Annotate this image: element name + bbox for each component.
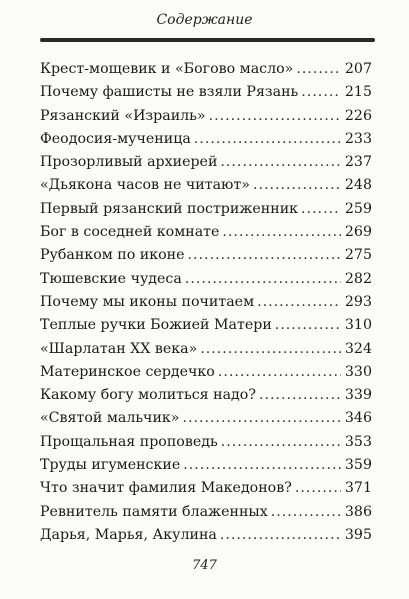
toc-entry (40, 314, 372, 337)
toc-leader-dots (301, 198, 341, 221)
toc-leader-dots (185, 268, 341, 291)
toc-entry-page: 215 (344, 84, 372, 101)
toc-entry-page: 248 (344, 177, 372, 194)
toc-leader-dots (220, 524, 341, 547)
toc-entry-page: 353 (344, 433, 372, 450)
toc-entry-title: Первый рязанский постриженник (40, 200, 299, 217)
toc-leader-dots (188, 244, 341, 267)
toc-leader-dots (221, 431, 341, 454)
toc-entry (40, 291, 372, 314)
toc-leader-dots (271, 501, 341, 524)
toc-entry (40, 477, 372, 500)
toc-entry (40, 524, 372, 547)
toc-entry-page: 237 (344, 154, 372, 171)
toc-leader-dots (259, 384, 341, 407)
toc-entry-page: 226 (344, 107, 372, 124)
toc-entry-title: Феодосия-мученица (40, 130, 191, 147)
toc-entry-page: 386 (344, 503, 372, 520)
toc-entry-page: 282 (344, 270, 372, 287)
toc-leader-dots (222, 221, 341, 244)
toc-entry-title: Труды игуменские (40, 457, 181, 474)
toc-leader-dots (296, 58, 341, 81)
toc-entry-title: Что значит фамилия Македонов? (40, 480, 292, 497)
toc-leader-dots (275, 314, 341, 337)
header-rule (40, 38, 375, 42)
toc-leader-dots (295, 477, 341, 500)
toc-entry (40, 198, 372, 221)
toc-entry (40, 81, 372, 104)
toc-entry-title: Почему мы иконы почитаем (40, 293, 255, 310)
toc-entry-page: 346 (344, 410, 372, 427)
toc-leader-dots (194, 128, 341, 151)
toc-entry-title: Прозорливый архиерей (40, 154, 218, 171)
toc-entry-page: 259 (344, 200, 372, 217)
toc-leader-dots (218, 361, 341, 384)
toc-entry (40, 361, 372, 384)
toc-entry-title: Прощальная проповедь (40, 433, 218, 450)
toc-entry-title: Почему фашисты не взяли Рязань (40, 84, 299, 101)
page-number: 747 (192, 558, 217, 573)
toc-entry (40, 174, 372, 197)
toc-entry-title: Бог в соседней комнате (40, 224, 220, 241)
toc-entry-title: Материнское сердечко (40, 363, 215, 380)
toc-entry (40, 105, 372, 128)
toc-entry-title: «Шарлатан XX века» (40, 340, 198, 357)
toc-entry (40, 221, 372, 244)
toc-entry (40, 501, 372, 524)
toc-entry (40, 454, 372, 477)
toc-entry-title: Тюшевские чудеса (40, 270, 182, 287)
toc-entry-page: 395 (344, 526, 372, 543)
toc-entry-page: 371 (344, 480, 372, 497)
toc-entry-title: «Дьякона часов не читают» (40, 177, 250, 194)
toc-entry-title: Какому богу молиться надо? (40, 387, 256, 404)
toc-entry-page: 233 (344, 130, 372, 147)
toc-entry-title: Теплые ручки Божией Матери (40, 317, 272, 334)
toc-entry-title: Рубанком по иконе (40, 247, 185, 264)
toc-entry-title: Крест-мощевик и «Богово масло» (40, 61, 294, 77)
toc-leader-dots (220, 151, 341, 174)
toc-entry-page: 269 (344, 224, 372, 241)
toc-entry (40, 58, 372, 81)
toc-entry-page: 275 (344, 247, 372, 264)
toc-entry-page: 293 (344, 293, 372, 310)
toc-entry-page: 330 (344, 363, 372, 380)
toc-entry-page: 324 (344, 340, 372, 357)
toc-entry (40, 407, 372, 430)
toc-entry (40, 384, 372, 407)
toc-entry (40, 431, 372, 454)
toc-entry (40, 128, 372, 151)
toc-entry-title: «Святой мальчик» (40, 410, 180, 427)
toc-entry-page: 359 (344, 457, 372, 474)
toc-leader-dots (183, 454, 341, 477)
toc-entry (40, 268, 372, 291)
toc-leader-dots (257, 291, 341, 314)
toc-leader-dots (253, 174, 341, 197)
toc-entry (40, 338, 372, 361)
toc-entry-page: 310 (344, 317, 372, 334)
toc-entry-page: 339 (344, 387, 372, 404)
toc-leader-dots (200, 338, 341, 361)
toc-leader-dots (182, 407, 341, 430)
toc-leader-dots (209, 105, 341, 128)
toc-entry-page: 207 (344, 61, 372, 77)
toc-leader-dots (301, 81, 341, 104)
toc-entry-title: Рязанский «Израиль» (40, 107, 206, 124)
toc-entry (40, 244, 372, 267)
toc-entry (40, 151, 372, 174)
page-header: Содержание (156, 12, 253, 28)
toc-entry-title: Ревнитель памяти блаженных (40, 503, 268, 520)
toc-entry-title: Дарья, Марья, Акулина (40, 526, 217, 543)
table-of-contents (40, 58, 372, 547)
